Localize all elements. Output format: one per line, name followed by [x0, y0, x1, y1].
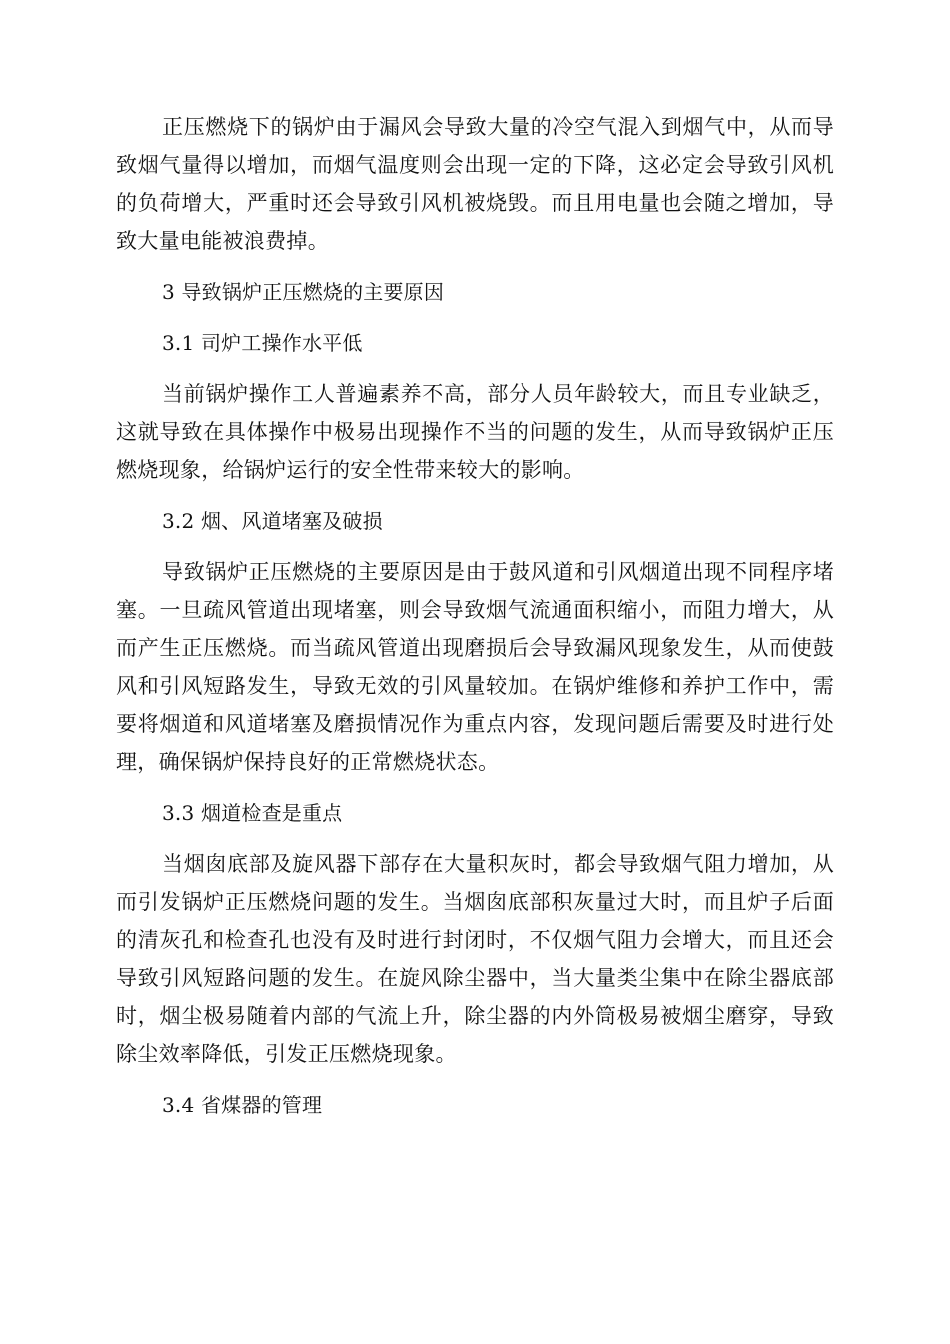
- subsection-heading-3-3: 3.3 烟道检查是重点: [162, 801, 343, 825]
- paragraph-positive-pressure-effects: 正压燃烧下的锅炉由于漏风会导致大量的冷空气混入到烟气中，从而导致烟气量得以增加，而烟气温度则会出现一定的下降，这必定会导致引风机的负荷增大，严重时还会导致引风机被烧毁。而且用电量也会随之增加，导致大量电能被浪费掉。: [116, 115, 834, 253]
- section-heading-3: 3 导致锅炉正压燃烧的主要原因: [162, 280, 445, 304]
- subsection-heading-3-1: 3.1 司炉工操作水平低: [162, 331, 363, 355]
- paragraph-flue-inspection: 当烟囱底部及旋风器下部存在大量积灰时，都会导致烟气阻力增加，从而引发锅炉正压燃烧问题的发生。当烟囱底部积灰量过大时，而且炉子后面的清灰孔和检查孔也没有及时进行封闭时，不仅烟气阻力会增大，而且还会导致引风短路问题的发生。在旋风除尘器中，当大量类尘集中在除尘器底部时，烟尘极易随着内部的气流上升，除尘器的内外筒极易被烟尘磨穿，导致除尘效率降低，引发正压燃烧现象。: [116, 852, 834, 1066]
- subsection-heading-3-4: 3.4 省煤器的管理: [162, 1093, 323, 1117]
- document-body: [116, 108, 834, 1124]
- subsection-heading-3-2: 3.2 烟、风道堵塞及破损: [162, 509, 383, 533]
- paragraph-operator-skill: 当前锅炉操作工人普遍素养不高，部分人员年龄较大，而且专业缺乏，这就导致在具体操作中极易出现操作不当的问题的发生，从而导致锅炉正压燃烧现象，给锅炉运行的安全性带来较大的影响。: [116, 382, 834, 482]
- paragraph-duct-blockage: 导致锅炉正压燃烧的主要原因是由于鼓风道和引风烟道出现不同程序堵塞。一旦疏风管道出现堵塞，则会导致烟气流通面积缩小，而阻力增大，从而产生正压燃烧。而当疏风管道出现磨损后会导致漏风现象发生，从而使鼓风和引风短路发生，导致无效的引风量较加。在锅炉维修和养护工作中，需要将烟道和风道堵塞及磨损情况作为重点内容，发现问题后需要及时进行处理，确保锅炉保持良好的正常燃烧状态。: [116, 560, 834, 774]
